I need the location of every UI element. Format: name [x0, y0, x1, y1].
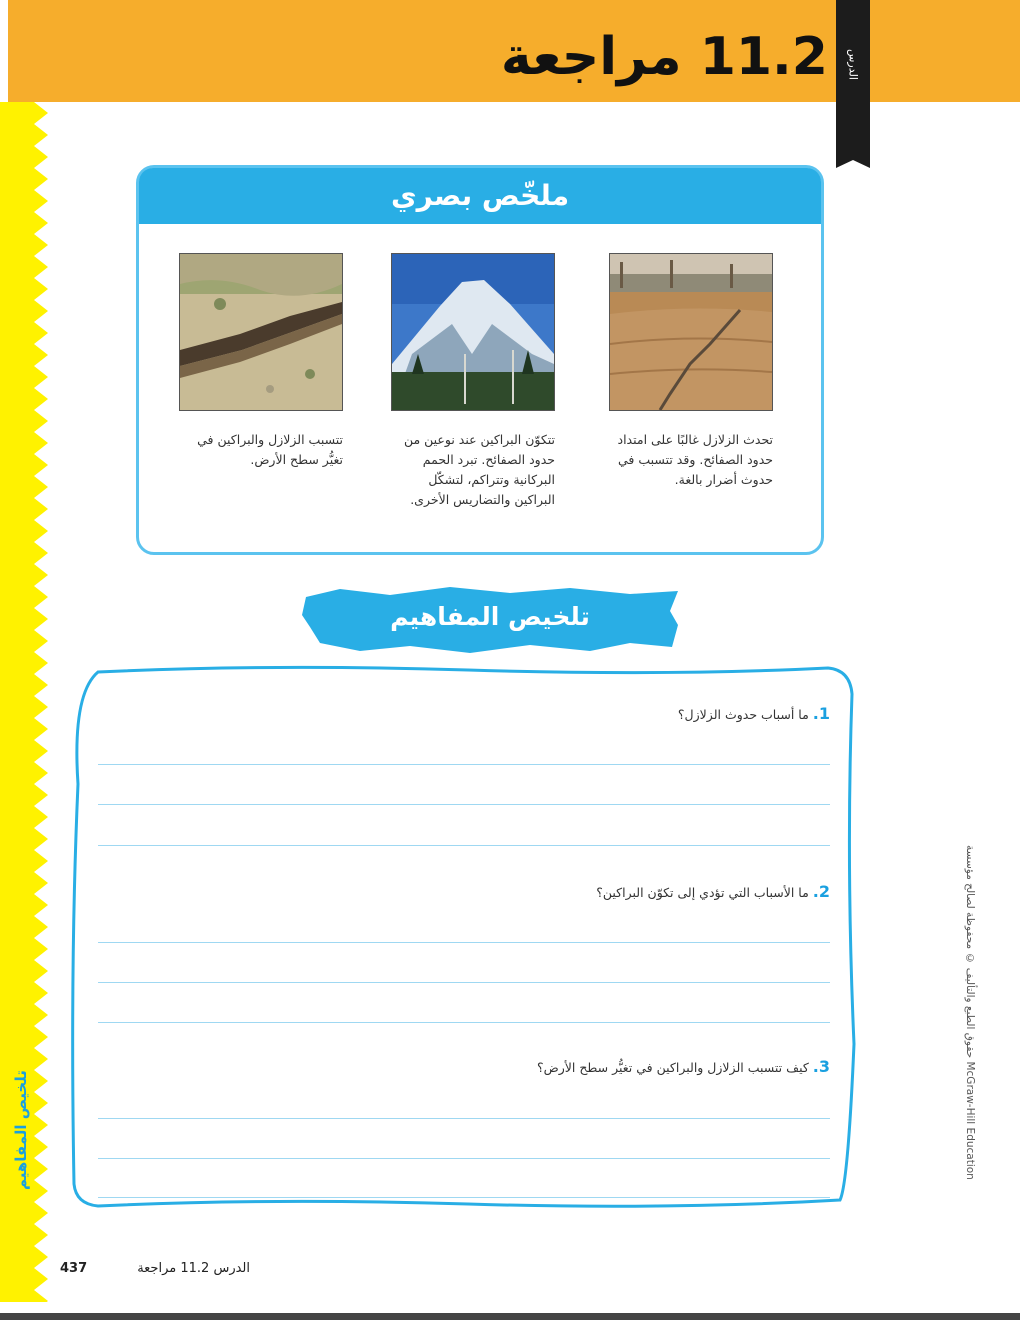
answer-line[interactable]	[98, 982, 830, 983]
volcano-photo	[391, 253, 555, 411]
lesson-tab-label: الدرس	[846, 48, 860, 80]
page-number: 437	[60, 1261, 88, 1276]
page-title: 11.2 مراجعة	[500, 27, 828, 87]
visual-summary-box	[136, 165, 824, 555]
bottom-bar	[0, 1313, 1020, 1320]
answer-line[interactable]	[98, 1158, 830, 1159]
answer-line[interactable]	[98, 1022, 830, 1023]
question-2	[596, 882, 830, 901]
question-3	[537, 1057, 830, 1076]
question-2-number: 2.	[812, 882, 830, 901]
question-1-number: 1.	[812, 704, 830, 723]
question-3-number: 3.	[812, 1057, 830, 1076]
visual-summary-title: ملخّص بصري	[390, 179, 570, 212]
earthquake-field-photo	[609, 253, 773, 411]
answer-line[interactable]	[98, 942, 830, 943]
ground-crack-photo	[179, 253, 343, 411]
question-1-text: ما أسباب حدوث الزلازل؟	[677, 707, 809, 722]
answer-line[interactable]	[98, 764, 830, 765]
lesson-tab	[836, 0, 870, 158]
questions-frame	[68, 664, 858, 1216]
answer-line[interactable]	[98, 845, 830, 846]
caption-surface-change: تتسبب الزلازل والبراكين في تغيُّر سطح الأرض.	[197, 432, 343, 467]
answer-line[interactable]	[98, 804, 830, 805]
tab-notch-icon	[836, 156, 870, 168]
question-1	[678, 704, 830, 723]
question-3-text: كيف تتسبب الزلازل والبراكين في تغيُّر سطح الأرض؟	[536, 1060, 809, 1075]
concepts-title: تلخيص المفاهيم	[390, 602, 590, 631]
side-section-label: تلخيص المفاهيم	[12, 1070, 30, 1190]
copyright-notice: حقوق الطبع والتأليف © محفوظة لصالح مؤسسة McGraw-Hill Education	[964, 844, 976, 1180]
question-2-text: ما الأسباب التي تؤدي إلى تكوّن البراكين؟	[596, 885, 809, 900]
answer-line[interactable]	[98, 1197, 830, 1198]
caption-volcano-formation: تتكوّن البراكين عند نوعين من حدود الصفائح. تبرد الحمم البركانية وتتراكم، لتشكّل البراكين والتضاريس الأخرى.	[403, 432, 555, 507]
footer-lesson-title: الدرس 11.2 مراجعة	[137, 1261, 250, 1276]
answer-line[interactable]	[98, 1118, 830, 1119]
caption-earthquakes: تحدث الزلازل غالبًا على امتداد حدود الصفائح. وقد تتسبب في حدوث أضرار بالغة.	[617, 432, 773, 487]
